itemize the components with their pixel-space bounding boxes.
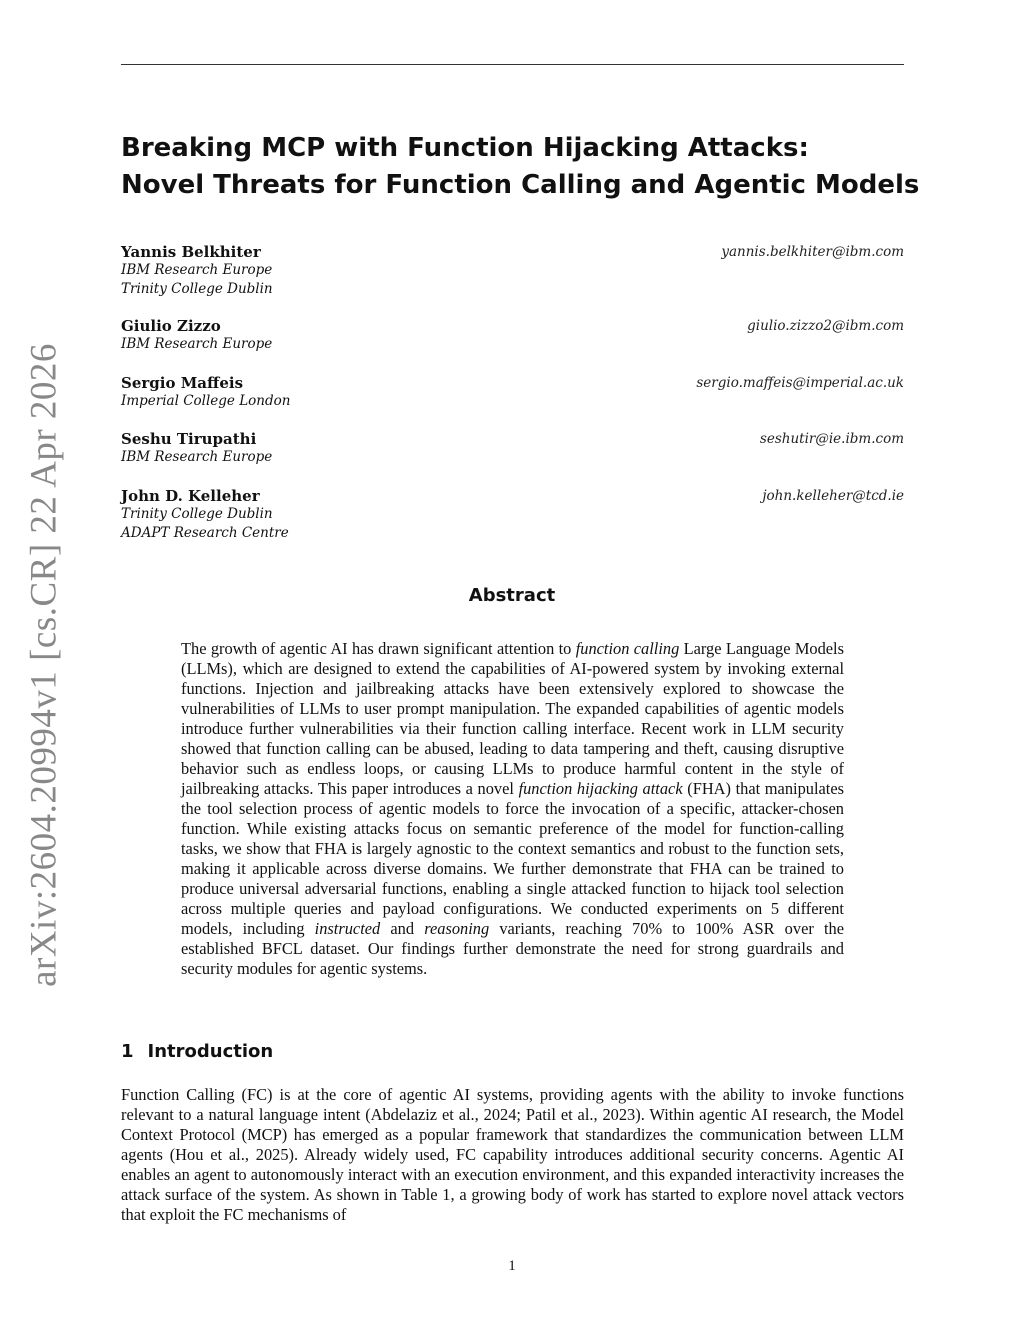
author-affiliation: Trinity College Dublin [121, 506, 273, 522]
abstract-emphasis: instructed [314, 919, 381, 938]
author-block-1 [121, 243, 904, 298]
author-email[interactable]: sergio.maffeis@imperial.ac.uk [696, 375, 904, 391]
paper-title [121, 130, 920, 204]
author-email[interactable]: yannis.belkhiter@ibm.com [721, 244, 904, 260]
page-number: 1 [508, 1258, 516, 1274]
author-block-3 [121, 374, 904, 411]
abstract-emphasis: function hijacking attack [518, 779, 683, 798]
author-name: John D. Kelleher [121, 487, 260, 505]
author-affiliation: Imperial College London [121, 393, 291, 409]
author-affiliation: IBM Research Europe [121, 449, 273, 465]
top-rule [121, 64, 904, 65]
title-line-2: Novel Threats for Function Calling and Agentic Models [121, 170, 920, 200]
author-block-2 [121, 317, 904, 354]
author-block-4 [121, 430, 904, 467]
author-email[interactable]: giulio.zizzo2@ibm.com [747, 318, 904, 334]
abstract-emphasis: reasoning [424, 919, 490, 938]
abstract-heading: Abstract [468, 585, 556, 606]
arxiv-identifier: arXiv:2604.20994v1 [cs.CR] 22 Apr 2026 [23, 343, 65, 987]
abstract-emphasis: function calling [575, 639, 680, 658]
section-heading [121, 1041, 273, 1062]
abstract-body [181, 639, 844, 979]
author-block-5 [121, 487, 904, 542]
author-name: Giulio Zizzo [121, 317, 221, 335]
section-number: 1 [121, 1041, 134, 1062]
author-affiliation: Trinity College Dublin [121, 280, 273, 297]
introduction-paragraph: Function Calling (FC) is at the core of agentic AI systems, providing agents with the ability to invoke functions relevant to a natural language intent (Abdelaziz et al., 2024; Patil et al., 2023). Within agentic AI research, the Model Context Protocol (MCP) has emerged as a popular framework that standardizes the communication between LLM agents (Hou et al., 2025). Already widely used, FC capability introduces additional security concerns. Agentic AI enables an agent to autonomously interact with an execution environment, and this expanded interactivity increases the attack surface of the system. As shown in Table 1, a growing body of work has started to explore novel attack vectors that exploit the FC mechanisms of [121, 1085, 904, 1224]
author-affiliation: IBM Research Europe [121, 336, 273, 352]
author-name: Seshu Tirupathi [121, 430, 257, 448]
abstract-text: (FHA) that manipulates the tool selection process of agentic models to force the invocation of a specific, attacker-chosen function. While existing attacks focus on semantic preference of the model for function-calling tasks, we show that FHA is largely agnostic to the context semantics and robust to the function sets, making it applicable across diverse domains. We further demonstrate that FHA can be trained to produce universal adversarial functions, enabling a single attacked function to hijack tool selection across multiple queries and payload configurations. We conducted experiments on 5 different models, including [181, 779, 845, 938]
abstract-text: variants, reaching 70% to 100% ASR over the established BFCL dataset. Our findings further demonstrate the need for strong guardrails and security modules for agentic systems. [181, 919, 844, 978]
author-name: Yannis Belkhiter [121, 243, 261, 261]
abstract-text: The growth of agentic AI has drawn significant attention to [181, 639, 576, 658]
abstract-text: and [380, 919, 425, 938]
author-name: Sergio Maffeis [121, 374, 244, 392]
author-affiliation: IBM Research Europe [121, 262, 273, 278]
author-email[interactable]: seshutir@ie.ibm.com [759, 431, 904, 447]
author-affiliation: ADAPT Research Centre [121, 524, 289, 541]
author-email[interactable]: john.kelleher@tcd.ie [762, 488, 904, 504]
section-title: Introduction [147, 1041, 274, 1062]
title-line-1: Breaking MCP with Function Hijacking Attacks: [121, 133, 809, 163]
abstract-text: Large Language Models (LLMs), which are designed to extend the capabilities of AI-powered system by invoking external functions. Injection and jailbreaking attacks have been extensively explored to showcase the vulnerabilities of LLMs to user prompt manipulation. The expanded capabilities of agentic models introduce further vulnerabilities via their function calling interface. Recent work in LLM security showed that function calling can be abused, leading to data tampering and theft, causing disruptive behavior such as endless loops, or causing LLMs to produce harmful content in the style of jailbreaking attacks. This paper introduces a novel [181, 639, 844, 798]
